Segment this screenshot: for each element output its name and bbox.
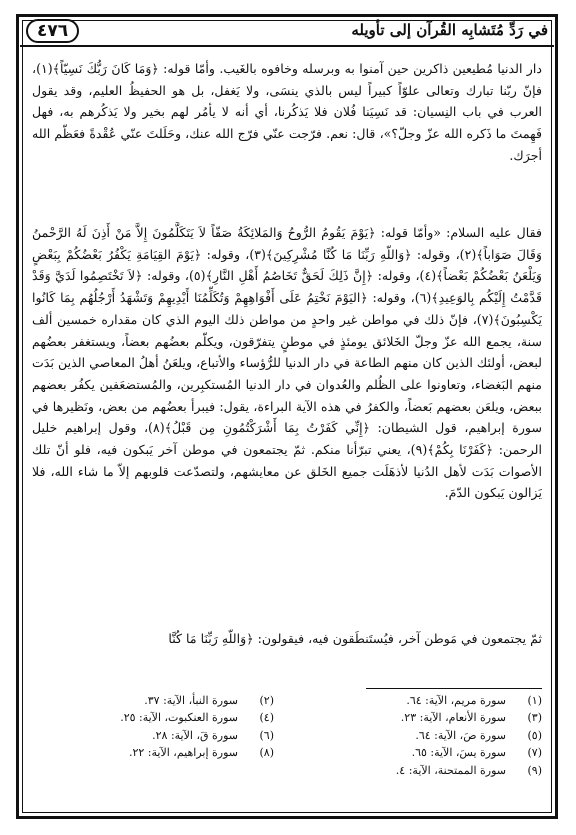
footnote-item	[302, 692, 542, 709]
footnotes-right-column	[302, 692, 542, 779]
footnote-number: (١)	[527, 694, 542, 707]
footnote-item	[34, 709, 274, 726]
main-text	[32, 58, 542, 650]
paragraph-3: ثمّ يجتمعون في مَوطن آخر، فيُستَنطَقون فيه، فيقولون: ﴿وَاللّهِ رَبِّنَا مَا كُنَّا	[168, 631, 542, 646]
footnote-text: سورة قَ، الآية: ٢٨.	[152, 728, 238, 742]
footnote-item	[302, 727, 542, 744]
paragraph-2: فقال عليه السلام: «وأمّا قوله: ﴿يَوْمَ يَقُومُ الرُّوحُ وَالمَلائِكَةُ صَفّاً لاَ يَتَكَلَّمُونَ إِلاَّ مَنْ أَذِنَ لَهُ الرَّحْمنُ وَقَالَ صَوَاباً﴾(٢)، وقوله: ﴿وَاللّهِ رَبِّنَا مَا كُنَّا مُشْرِكِينَ﴾(٣)، وقوله: ﴿يَوْمَ القِيَامَةِ يَكْفُرُ بَعْضُكُمْ بِبَعْضٍ وَيَلْعَنُ بَعْضُكُمْ بَعْضاً﴾(٤)، وقوله: ﴿إِنَّ ذَلِكَ لَحَقٌّ تَخَاصُمُ أَهْلِ النَّارِ﴾(٥)، وقوله: ﴿لاَ تَخْتَصِمُوا لَدَيَّ وَقَدْ قَدَّمْتُ إِلَيْكُم بِالوَعِيدِ﴾(٦)، وقوله: ﴿اليَوْمَ نَخْتِمُ عَلَى أَفْوَاهِهِمْ وَتُكَلِّمُنَا أَيْدِيهِمْ وَتَشْهَدُ أَرْجُلُهُم بِمَا كَانُوا يَكْسِبُونَ﴾(٧)، فإنّ ذلك في مواطن غير واحدٍ من مواطن ذلك اليوم الذي كان مقداره خمسين ألف سنة، يجمع الله عزّ وجلّ الخَلائق يومئذٍ في موطنٍ يتفرّقون، ويكلّم بعضُهم بعضاً، ويستغفر بعضُهم لبعض، أولئك الذين كان منهم الطاعة في دار الدنيا للرُّؤساء والأتباع، ويلعَنُ أهلُ المعاصي الذين بَدَت منهم البَغضاء، وتعاونوا على الظُلم والعُدوان في دار الدنيا المُستكبِرين، والمُستضعَفين يكفُر بعضهم ببعض، ويلعَن بعضهم بَعضاً، والكفرُ في هذه الآية البراءة، يقول: فيبرأ بعضُهم من بعض، ونَظيرها في سورة إبراهيم، قول الشيطان: ﴿إِنِّي كَفَرْتُ بِمَا أَشْرَكْتُمُونِ مِن قَبْلُ﴾(٨)، وقول إبراهيم خليل الرحمن: ﴿كَفَرْنَا بِكُمْ﴾(٩)، يعني تبرّأنا منكم. ثمّ يجتمعون في موطن آخر يَبكون فيه، فلو أنّ تلك الأصوات بَدَت لأهل الدُنيا لأذهَلَت جميع الخَلق عن معايشهم، ولتصدّعت قلوبهم إلاّ ما شاء الله، فلا يَزالون يَبكون الدّمَ.	[32, 225, 542, 501]
footnote-item	[302, 709, 542, 726]
footnote-rule	[366, 688, 542, 689]
footnote-number: (٤)	[259, 711, 274, 725]
footnote-number: (٣)	[527, 711, 542, 725]
paragraph-1: دار الدنيا مُطيعين ذاكرين حين آمنوا به وبرسله وخافوه بالغَيب. وأمّا قوله: ﴿وَمَا كَانَ رَبُّكَ نَسِيّاً﴾(١)، فإنّ ربّنا تبارك وتعالى علوّاً كبيراً ليس بالذي ينسَى، ولا يَغفل، بل هو الحفيظُ العليم، وقد يقول العرب في باب النِسيان: قد نَسِيَنا فُلان فلا يَذكُرنا، أي أنه لا يأمُر لهم بخير ولا يَذكُرهم به، فهل فَهِمتَ ما ذَكره الله عزّ وجلّ؟»، قال: نعم. فرّجت عنّي فرّج الله عنك، وحَلَلتَ عنّي عُقْدةً فعَظّم الله أجرَك.	[32, 61, 542, 163]
page-header	[20, 18, 554, 44]
footnote-text: سورة الممتحنة، الآية: ٤.	[395, 763, 506, 777]
footnote-text: سورة مريم، الآية: ٦٤.	[406, 694, 506, 707]
footnote-item	[34, 744, 274, 761]
footnote-item	[34, 692, 274, 709]
footnote-text: سورة الأنعام، الآية: ٢٣.	[400, 711, 506, 725]
footnote-text: سورة العنكبوت، الآية: ٢٥.	[120, 711, 238, 725]
footnote-item	[34, 727, 274, 744]
footnote-number: (٥)	[527, 728, 542, 742]
running-title: في رَدِّ مُتَشابِه القُرآن إلى تأويله	[351, 21, 548, 39]
footnote-number: (٨)	[259, 746, 274, 760]
footnote-item	[302, 744, 542, 761]
footnotes-left-column	[34, 692, 274, 762]
footnote-text: سورة النبأ، الآية: ٣٧.	[144, 694, 238, 707]
footnote-text: سورة إبراهيم، الآية: ٢٢.	[128, 746, 238, 760]
footnote-number: (٩)	[527, 763, 542, 777]
footnote-text: سورة يسَ، الآية: ٦٥.	[411, 746, 506, 760]
header-rule	[20, 45, 554, 47]
footnote-number: (٧)	[527, 746, 542, 760]
footnote-item	[302, 762, 542, 779]
footnote-text: سورة صَ، الآية: ٦٤.	[415, 728, 506, 742]
page-number: ٤٧٦	[26, 19, 79, 43]
footnote-number: (٢)	[259, 694, 274, 707]
footnote-number: (٦)	[259, 728, 274, 742]
